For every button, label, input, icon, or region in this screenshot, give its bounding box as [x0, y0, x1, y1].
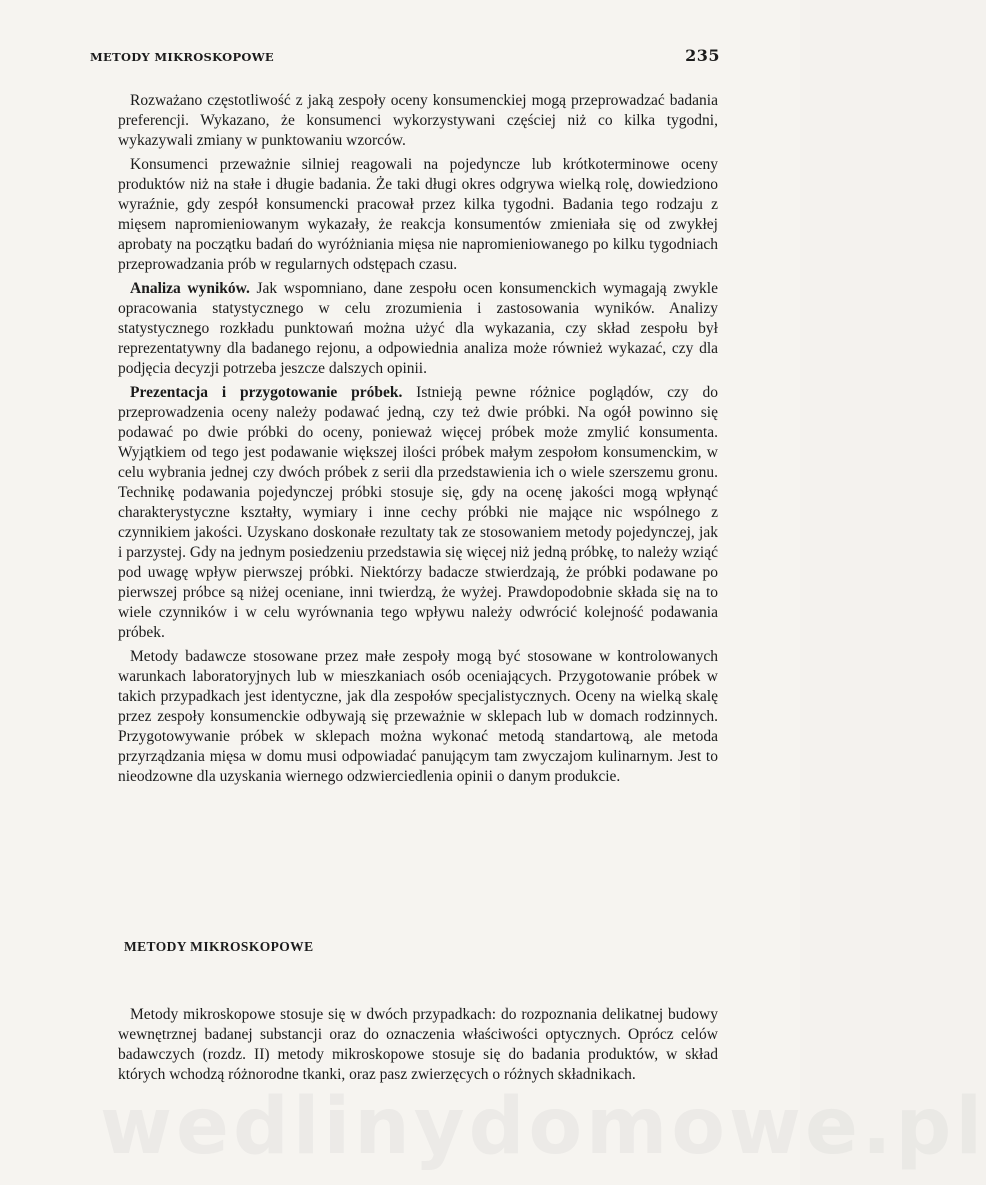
paragraph-5-text: Metody badawcze stosowane przez małe zespoły mogą być stosowane w kontrolowanych warunkach laboratoryjnych lub w mieszkaniach osób oceniających. Przygotowanie próbek w takich przypadkach jest identyczne, jak dla zespołów specjalistycznych. Oceny na wielką skalę przez zespoły konsumenckie odbywają się przeważnie w sklepach lub w domach rodzinnych. Przygotowywanie próbek w sklepach można wykonać metodą standartową, ale metoda przyrządzania mięsa w domu musi odpowiadać panującym tam zwyczajom kulinarnym. Jest to nieodzowne dla uzyskania wiernego odzwierciedlenia opinii o danym produkcie.	[118, 648, 718, 785]
section-heading: METODY MIKROSKOPOWE	[124, 939, 314, 954]
paragraph-5	[118, 647, 718, 787]
section-paragraph: Metody mikroskopowe stosuje się w dwóch przypadkach: do rozpoznania delikatnej budowy wewnętrznej badanej substancji oraz do oznaczenia właściwości optycznych. Oprócz celów badawczych (rozdz. II) metody mikroskopowe stosuje się do badania produktów, w skład których wchodzą różnorodne tkanki, oraz pasz zwierzęcych o różnych składnikach.	[118, 1006, 718, 1083]
paragraph-1	[118, 91, 718, 151]
paragraph-2-text: Konsumenci przeważnie silniej reagowali na pojedyncze lub krótkoterminowe oceny produktów niż na stałe i długie badania. Że taki długi okres odgrywa wielką rolę, dowiedziono wyraźnie, gdy zespół konsumencki pracował przez kilka tygodni. Badania tego rodzaju z mięsem napromieniowanym wykazały, że reakcja konsumentów zmieniała się od zwykłej aprobaty na początku badań do wyróżniania mięsa nie napromieniowanego po kilku tygodniach przeprowadzania prób w regularnych odstępach czasu.	[118, 156, 718, 273]
run-in-heading-analiza: Analiza wyników.	[130, 280, 250, 297]
run-in-heading-prezentacja: Prezentacja i przygotowanie próbek.	[130, 384, 403, 401]
paragraph-1-text: Rozważano częstotliwość z jaką zespoły oceny konsumenckiej mogą przeprowadzać badania preferencji. Wykazano, że konsumenci wykorzystywani częściej niż co kilka tygodni, wykazywali zmiany w punktowaniu wzorców.	[118, 92, 718, 149]
paragraph-2	[118, 155, 718, 275]
paragraph-prezentacja-text: Istnieją pewne różnice poglądów, czy do przeprowadzenia oceny należy podawać jedną, czy też dwie próbki. Na ogół powinno się podawać po dwie próbki do oceny, ponieważ więcej próbek może zmylić konsumenta. Wyjątkiem od tego jest podawanie większej ilości próbek małym zespołom konsumenckim, w celu wybrania jednej czy dwóch próbek z serii dla przedstawienia ich o wiele szerszemu gronu. Technikę podawania pojedynczej próbki stosuje się, gdy na ocenę jakości mogą wpłynąć charakterystyczne kształty, wymiary i inne cechy próbki nie mające nic wspólnego z czynnikiem jakości. Uzyskano doskonałe rezultaty tak ze stosowaniem metody pojedynczej, jak i parzystej. Gdy na jednym posiedzeniu przedstawia się więcej niż jedną próbkę, to należy wziąć pod uwagę wpływ pierwszej próbki. Niektórzy badacze stwierdzają, że próbki podawane po pierwszej próbce są niżej oceniane, inni twierdzą, że wyżej. Prawdopodobnie składa się na to wiele czynników i w celu wyrównania tego wpływu należy odwrócić kolejność podawania próbek.	[118, 384, 718, 641]
running-title: METODY MIKROSKOPOWE	[90, 50, 274, 64]
paragraph-analiza	[118, 279, 718, 379]
running-head	[90, 46, 720, 65]
paragraph-prezentacja	[118, 383, 718, 643]
paragraph-analiza-text: Jak wspomniano, dane zespołu ocen konsumenckich wymagają zwykle opracowania statystycznego w celu zrozumienia i zastosowania wyników. Analizy statystycznego rozkładu punktowań można użyć dla wykazania, czy skład zespołu był reprezentatywny dla badanego rejonu, a odpowiednia analiza może również wykazać, czy dla podjęcia decyzji potrzeba jeszcze dalszych opinii.	[118, 280, 718, 377]
page-number: 235	[685, 46, 720, 65]
section-body	[118, 1005, 718, 1085]
watermark: wedlinydomowe.pl	[100, 1082, 986, 1172]
body-text	[118, 91, 718, 791]
